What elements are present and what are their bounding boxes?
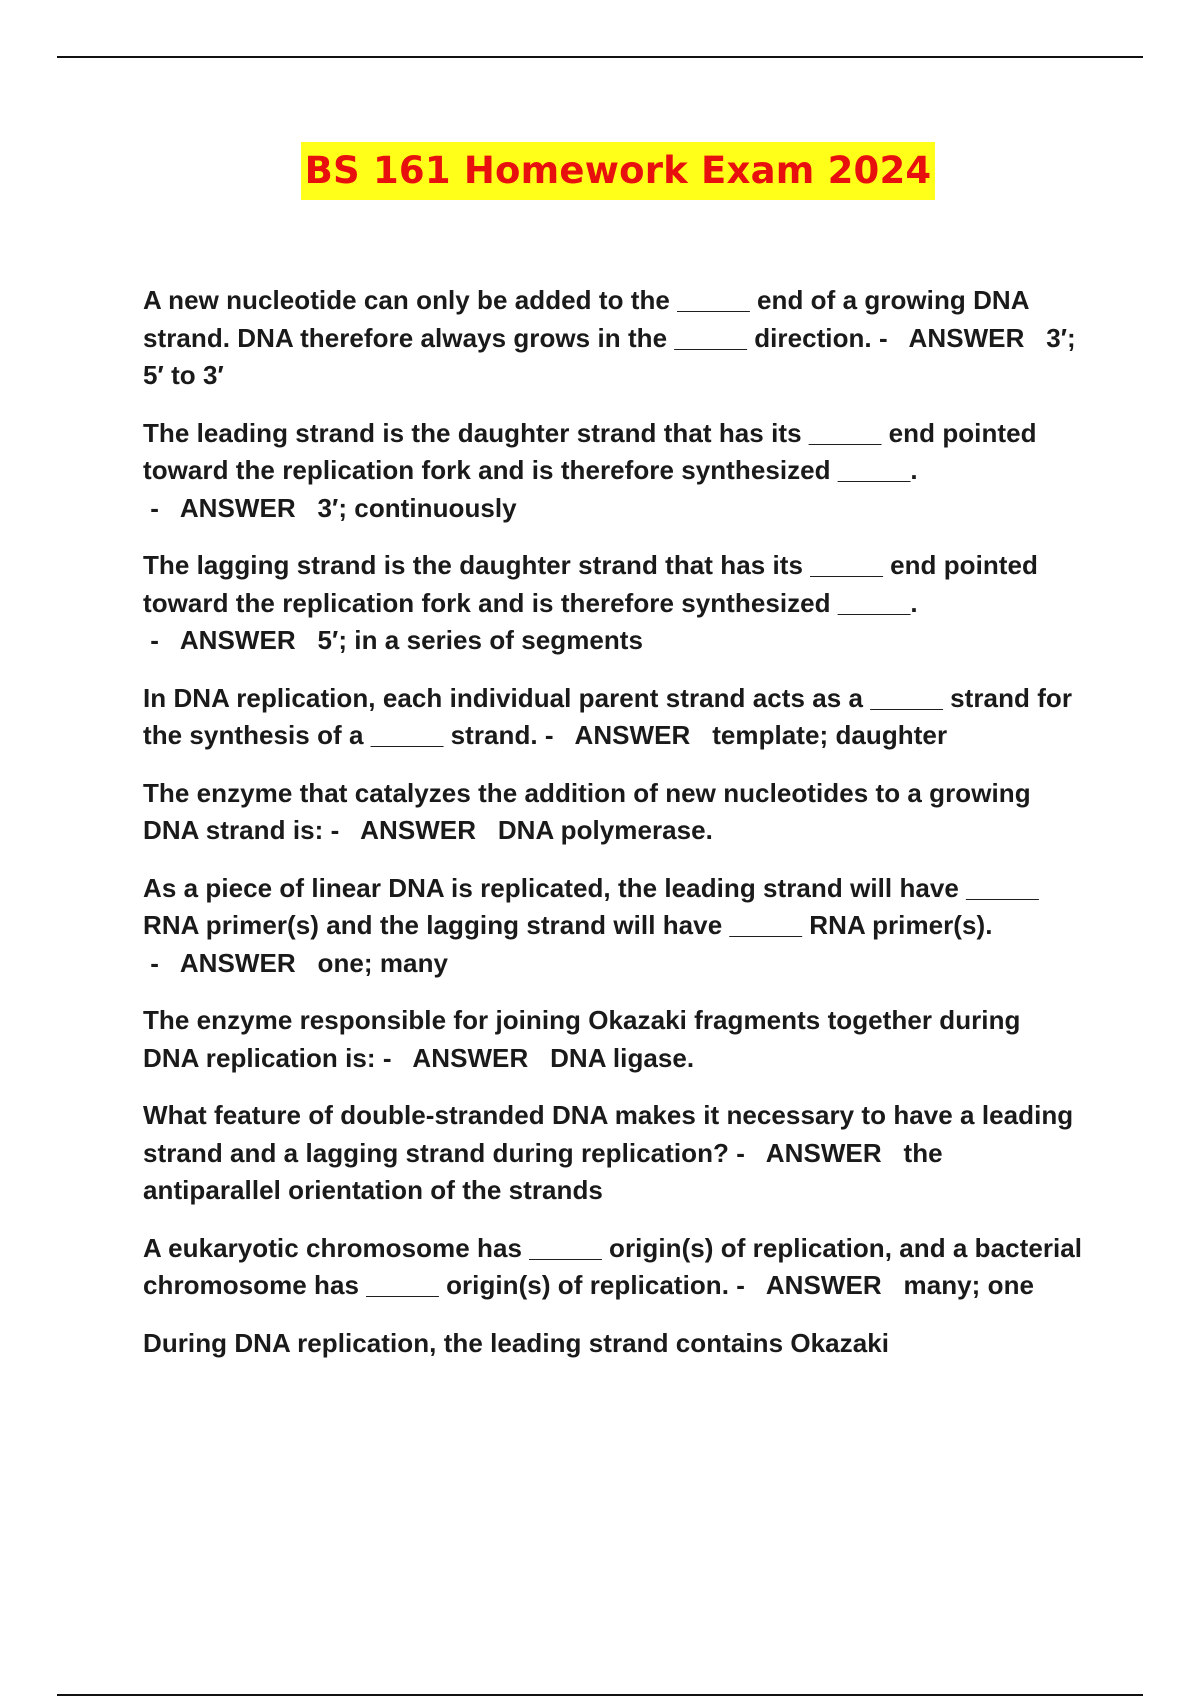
answer-label: ANSWER: [179, 492, 296, 523]
answer-text: the antiparallel orientation of the strands: [143, 1137, 943, 1205]
question-text: A new nucleotide can only be added to the _____ end of a growing DNA strand. DNA therefore always grows in the _____ direction.: [143, 285, 1029, 353]
answer-label: ANSWER: [412, 1042, 529, 1073]
qa-item: What feature of double-stranded DNA makes it necessary to have a leading strand and a lagging strand during replication? - ANSWER the antiparallel orientation of the strands: [143, 1100, 1074, 1205]
answer-label: ANSWER: [179, 625, 296, 655]
question-text: As a piece of linear DNA is replicated, the leading strand will have _____ RNA primer(s) and the lagging strand will have _____ RNA primer(s).: [143, 872, 1039, 940]
answer-text: 3′; 5′ to 3′: [143, 322, 1076, 390]
question-text: In DNA replication, each individual parent strand acts as a _____ strand for the synthesis of a _____ strand.: [143, 682, 1073, 750]
qa-item: A new nucleotide can only be added to the _____ end of a growing DNA strand. DNA therefore always grows in the _____ direction. - ANSWER 3′; 5′ to 3′: [143, 285, 1076, 390]
answer-text: many; one: [903, 1270, 1035, 1300]
answer-label: ANSWER: [574, 720, 691, 750]
qa-item: The enzyme responsible for joining Okazaki fragments together during DNA replication is: - ANSWER DNA ligase.: [143, 1005, 1021, 1073]
answer-label: ANSWER: [360, 815, 477, 845]
answer-label: ANSWER: [765, 1270, 882, 1300]
question-text: The enzyme responsible for joining Okazaki fragments together during DNA replication is:: [143, 1005, 1021, 1073]
answer-text: 3′; continuously: [317, 492, 517, 523]
question-text: A eukaryotic chromosome has _____ origin(s) of replication, and a bacterial chromosome has _____ origin(s) of replication.: [143, 1232, 1083, 1300]
qa-item: In DNA replication, each individual parent strand acts as a _____ strand for the synthesis of a _____ strand. - ANSWER template; daughter: [143, 682, 1073, 750]
top-rule: [57, 56, 1143, 58]
question-text: The lagging strand is the daughter strand that has its _____ end pointed toward the replication fork and is therefore synthesized _____.: [143, 550, 1038, 618]
qa-item: The enzyme that catalyzes the addition of new nucleotides to a growing DNA strand is: - ANSWER DNA polymerase.: [143, 777, 1031, 845]
answer-text: one; many: [317, 947, 449, 978]
answer-label: ANSWER: [179, 947, 296, 978]
bottom-rule: [57, 1694, 1143, 1696]
qa-list: [143, 282, 1083, 1382]
answer-text: 5′; in a series of segments: [317, 625, 644, 655]
answer-label: ANSWER: [908, 322, 1025, 353]
answer-label: ANSWER: [765, 1137, 882, 1168]
question-text: The leading strand is the daughter strand that has its _____ end pointed toward the replication fork and is therefore synthesized _____.: [143, 417, 1037, 485]
question-text: The enzyme that catalyzes the addition of new nucleotides to a growing DNA strand is:: [143, 777, 1031, 845]
qa-item: The lagging strand is the daughter strand that has its _____ end pointed toward the replication fork and is therefore synthesized _____. - ANSWER 5′; in a series of segments: [143, 550, 1038, 655]
answer-text: DNA ligase.: [550, 1042, 695, 1073]
qa-item: As a piece of linear DNA is replicated, the leading strand will have _____ RNA primer(s) and the lagging strand will have _____ RNA primer(s). - ANSWER one; many: [143, 872, 1039, 978]
question-text: What feature of double-stranded DNA makes it necessary to have a leading strand and a lagging strand during replication?: [143, 1100, 1074, 1168]
answer-text: DNA polymerase.: [497, 815, 713, 845]
page-title: BS 161 Homework Exam 2024: [301, 142, 936, 200]
qa-item: A eukaryotic chromosome has _____ origin(s) of replication, and a bacterial chromosome has _____ origin(s) of replication. - ANSWER many; one: [143, 1232, 1083, 1300]
title-block: [0, 142, 1200, 200]
qa-item: The leading strand is the daughter strand that has its _____ end pointed toward the replication fork and is therefore synthesized _____. - ANSWER 3′; continuously: [143, 417, 1037, 523]
trailing-question: During DNA replication, the leading strand contains Okazaki: [143, 1327, 890, 1358]
answer-text: template; daughter: [712, 720, 948, 750]
